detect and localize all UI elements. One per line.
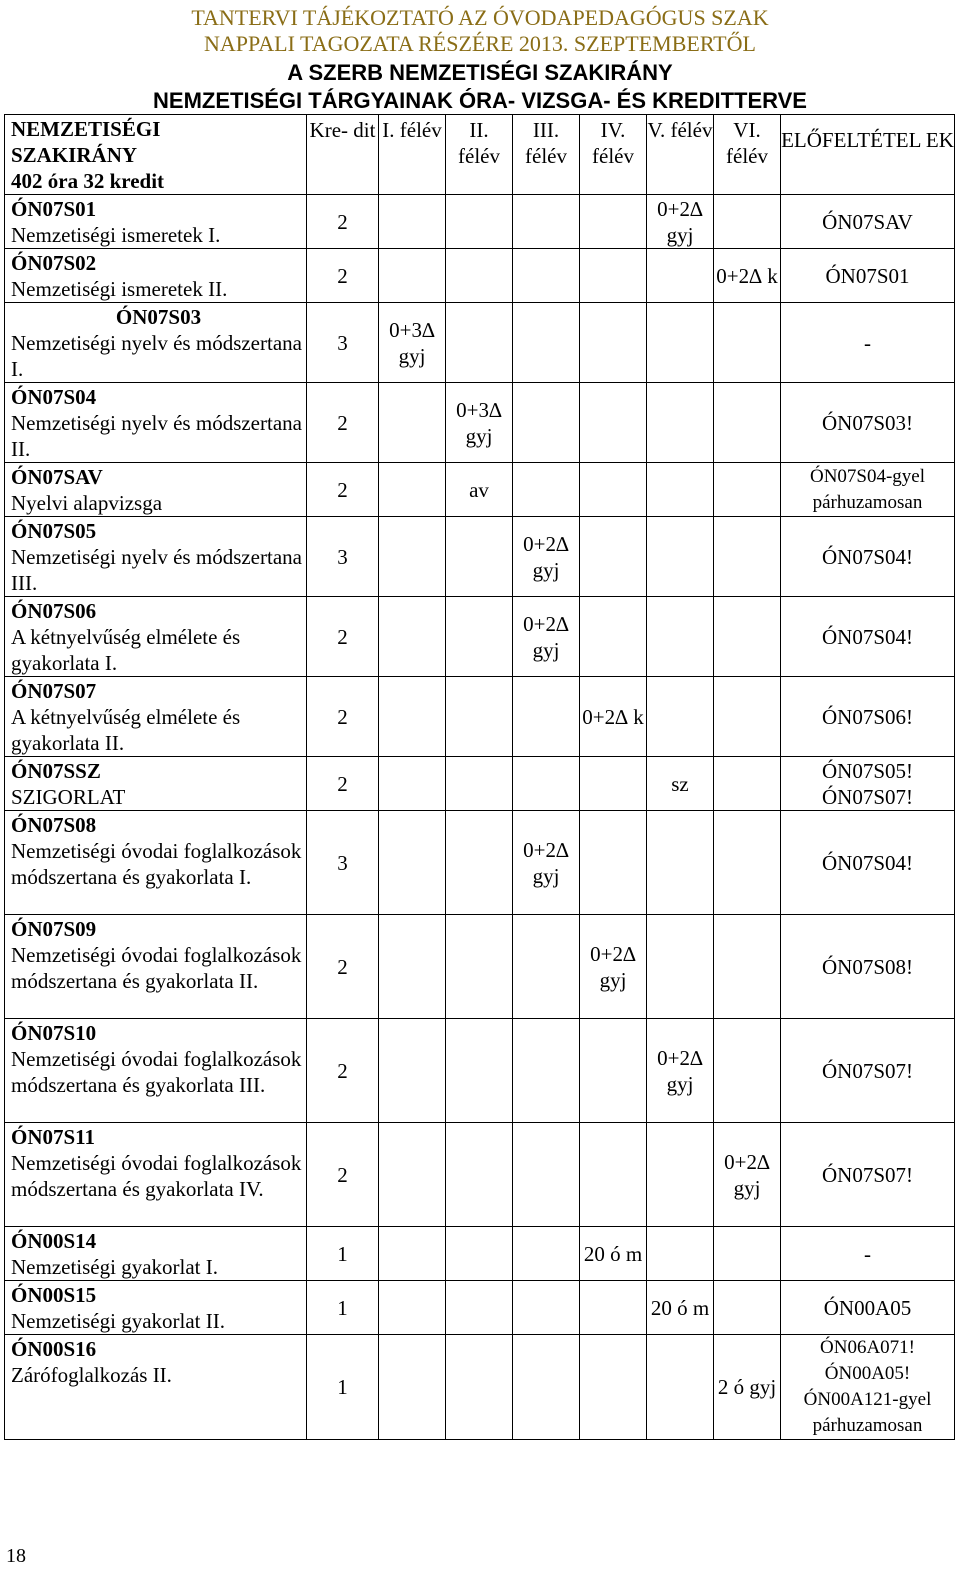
semester-3-cell (513, 1123, 580, 1227)
semester-4-cell (580, 383, 647, 463)
credit-cell: 2 (307, 915, 379, 1019)
course-title: A kétnyelvűség elmélete és gyakorlata I. (11, 625, 241, 675)
semester-1-cell (379, 597, 446, 677)
table-row (5, 1335, 955, 1440)
prerequisite-cell: ÓN07S06! (781, 677, 955, 757)
semester-2-cell (446, 757, 513, 811)
course-cell (5, 1123, 307, 1227)
table-row (5, 677, 955, 757)
header-specialization (5, 115, 307, 195)
course-code: ÓN07S06 (11, 599, 97, 623)
credit-cell: 2 (307, 1123, 379, 1227)
semester-6-cell: 0+2∆ k (714, 249, 781, 303)
course-cell (5, 249, 307, 303)
header-line-3: A SZERB NEMZETISÉGI SZAKIRÁNY (287, 60, 673, 85)
course-cell (5, 757, 307, 811)
semester-4-cell (580, 463, 647, 517)
semester-2-cell (446, 249, 513, 303)
semester-3-cell (513, 383, 580, 463)
course-code: ÓN07S01 (11, 197, 97, 221)
semester-2-cell: av (446, 463, 513, 517)
credit-cell: 2 (307, 597, 379, 677)
course-title: A kétnyelvűség elmélete és gyakorlata II. (11, 705, 241, 755)
semester-3-cell (513, 303, 580, 383)
course-cell (5, 1335, 307, 1440)
semester-6-cell: 0+2∆ gyj (714, 1123, 781, 1227)
prerequisite-cell: ÓN07SAV (781, 195, 955, 249)
semester-1-cell (379, 1335, 446, 1440)
semester-5-cell (647, 1335, 714, 1440)
semester-2-cell (446, 677, 513, 757)
prerequisite-cell: ÓN00A05 (781, 1281, 955, 1335)
semester-5-cell: 0+2∆ gyj (647, 1019, 714, 1123)
prerequisite-cell: - (781, 303, 955, 383)
course-title: Nemzetiségi ismeretek I. (11, 223, 221, 247)
course-code: ÓN07SAV (11, 465, 103, 489)
curriculum-table (4, 114, 955, 1440)
prerequisite-cell: ÓN07S04! (781, 597, 955, 677)
semester-5-cell (647, 811, 714, 915)
course-title: Nemzetiségi óvodai foglalkozások módszertana és gyakorlata III. (11, 1047, 302, 1097)
prerequisite-cell: ÓN07S04-gyel párhuzamosan (781, 463, 955, 517)
table-row (5, 811, 955, 915)
semester-4-cell (580, 195, 647, 249)
semester-6-cell (714, 1227, 781, 1281)
table-row (5, 1019, 955, 1123)
semester-6-cell (714, 517, 781, 597)
semester-5-cell (647, 383, 714, 463)
course-title: Nemzetiségi ismeretek II. (11, 277, 228, 301)
course-code: ÓN07S02 (11, 251, 97, 275)
semester-4-cell: 0+2∆ k (580, 677, 647, 757)
header-semester-3: III. félév (513, 115, 580, 195)
prerequisite-cell: ÓN07S04! (781, 517, 955, 597)
course-cell (5, 463, 307, 517)
semester-4-cell (580, 811, 647, 915)
credit-cell: 1 (307, 1227, 379, 1281)
credit-cell: 3 (307, 811, 379, 915)
course-title: Nemzetiségi gyakorlat I. (11, 1255, 219, 1279)
table-row (5, 463, 955, 517)
semester-5-cell: 20 ó m (647, 1281, 714, 1335)
semester-3-cell: 0+2∆ gyj (513, 517, 580, 597)
semester-5-cell (647, 915, 714, 1019)
table-row (5, 915, 955, 1019)
course-cell (5, 915, 307, 1019)
semester-1-cell: 0+3∆ gyj (379, 303, 446, 383)
prerequisite-cell: - (781, 1227, 955, 1281)
semester-5-cell: 0+2∆ gyj (647, 195, 714, 249)
header-semester-2: II. félév (446, 115, 513, 195)
credit-cell: 2 (307, 1019, 379, 1123)
semester-6-cell (714, 195, 781, 249)
course-cell (5, 1281, 307, 1335)
semester-2-cell (446, 1227, 513, 1281)
header-semester-4: IV. félév (580, 115, 647, 195)
semester-6-cell (714, 1281, 781, 1335)
prerequisite-cell: ÓN07S01 (781, 249, 955, 303)
credit-cell: 2 (307, 249, 379, 303)
semester-2-cell: 0+3∆ gyj (446, 383, 513, 463)
semester-2-cell (446, 1335, 513, 1440)
credit-cell: 2 (307, 383, 379, 463)
semester-6-cell (714, 1019, 781, 1123)
course-cell (5, 597, 307, 677)
credit-cell: 1 (307, 1281, 379, 1335)
semester-1-cell (379, 249, 446, 303)
course-code: ÓN00S14 (11, 1229, 97, 1253)
semester-4-cell (580, 1335, 647, 1440)
semester-3-cell (513, 1281, 580, 1335)
semester-3-cell: 0+2∆ gyj (513, 597, 580, 677)
course-title: Nemzetiségi óvodai foglalkozások módszertana és gyakorlata IV. (11, 1151, 302, 1201)
table-row (5, 303, 955, 383)
semester-2-cell (446, 517, 513, 597)
semester-3-cell (513, 463, 580, 517)
prerequisite-cell: ÓN07S05! ÓN07S07! (781, 757, 955, 811)
course-code: ÓN07S03 (115, 305, 202, 329)
course-title: Nemzetiségi nyelv és módszertana III. (11, 545, 302, 595)
semester-4-cell (580, 303, 647, 383)
header-credit: Kre- dit (307, 115, 379, 195)
course-title: Nyelvi alapvizsga (11, 491, 163, 515)
header-line-2: NAPPALI TAGOZATA RÉSZÉRE 2013. SZEPTEMBERTŐL (204, 31, 756, 56)
course-code: ÓN07SSZ (11, 759, 101, 783)
credit-cell: 3 (307, 303, 379, 383)
course-cell (5, 383, 307, 463)
semester-5-cell (647, 517, 714, 597)
prerequisite-cell: ÓN07S04! (781, 811, 955, 915)
table-row (5, 249, 955, 303)
semester-4-cell (580, 757, 647, 811)
semester-6-cell (714, 915, 781, 1019)
header-line-1: TANTERVI TÁJÉKOZTATÓ AZ ÓVODAPEDAGÓGUS SZAK (191, 5, 769, 30)
semester-1-cell (379, 811, 446, 915)
semester-6-cell: 2 ó gyj (714, 1335, 781, 1440)
header-line-4: NEMZETISÉGI TÁRGYAINAK ÓRA- VIZSGA- ÉS KREDITTERVE (153, 88, 807, 113)
credit-cell: 2 (307, 677, 379, 757)
table-row (5, 383, 955, 463)
prerequisite-cell: ÓN07S08! (781, 915, 955, 1019)
semester-1-cell (379, 915, 446, 1019)
semester-6-cell (714, 303, 781, 383)
semester-2-cell (446, 1019, 513, 1123)
semester-5-cell (647, 249, 714, 303)
semester-3-cell (513, 1019, 580, 1123)
semester-3-cell (513, 757, 580, 811)
semester-1-cell (379, 1123, 446, 1227)
semester-5-cell (647, 1227, 714, 1281)
semester-2-cell (446, 1123, 513, 1227)
semester-4-cell (580, 1123, 647, 1227)
semester-3-cell (513, 195, 580, 249)
semester-4-cell (580, 517, 647, 597)
course-cell (5, 677, 307, 757)
table-row (5, 1281, 955, 1335)
course-title: Nemzetiségi gyakorlat II. (11, 1309, 225, 1333)
course-cell (5, 811, 307, 915)
credit-cell: 2 (307, 195, 379, 249)
semester-6-cell (714, 597, 781, 677)
course-code: ÓN00S15 (11, 1283, 97, 1307)
header-specialization-line-2: SZAKIRÁNY (11, 143, 138, 167)
course-cell (5, 195, 307, 249)
credit-cell: 2 (307, 757, 379, 811)
table-row (5, 1123, 955, 1227)
prerequisite-cell: ÓN07S03! (781, 383, 955, 463)
semester-4-cell: 0+2∆ gyj (580, 915, 647, 1019)
table-header-row (5, 115, 955, 195)
course-cell (5, 1227, 307, 1281)
credit-cell: 1 (307, 1335, 379, 1440)
semester-6-cell (714, 463, 781, 517)
semester-5-cell (647, 597, 714, 677)
table-row (5, 597, 955, 677)
header-semester-5: V. félév (647, 115, 714, 195)
course-code: ÓN07S07 (11, 679, 97, 703)
semester-4-cell (580, 1019, 647, 1123)
course-title: Nemzetiségi óvodai foglalkozások módszertana és gyakorlata I. (11, 839, 302, 889)
course-title: SZIGORLAT (11, 785, 126, 809)
header-specialization-line-3: 402 óra 32 kredit (11, 169, 165, 193)
semester-1-cell (379, 1281, 446, 1335)
header-specialization-line-1: NEMZETISÉGI (11, 117, 161, 141)
semester-3-cell (513, 249, 580, 303)
semester-2-cell (446, 915, 513, 1019)
page-number: 18 (6, 1545, 26, 1567)
course-code: ÓN00S16 (11, 1337, 97, 1361)
semester-5-cell: sz (647, 757, 714, 811)
semester-5-cell (647, 1123, 714, 1227)
semester-2-cell (446, 195, 513, 249)
semester-4-cell (580, 1281, 647, 1335)
course-title: Nemzetiségi nyelv és módszertana I. (11, 331, 302, 381)
semester-1-cell (379, 195, 446, 249)
course-title: Nemzetiségi óvodai foglalkozások módszertana és gyakorlata II. (11, 943, 302, 993)
semester-3-cell (513, 677, 580, 757)
semester-3-cell (513, 915, 580, 1019)
table-row (5, 757, 955, 811)
semester-4-cell: 20 ó m (580, 1227, 647, 1281)
semester-1-cell (379, 463, 446, 517)
semester-3-cell: 0+2∆ gyj (513, 811, 580, 915)
course-code: ÓN07S08 (11, 813, 97, 837)
course-title: Nemzetiségi nyelv és módszertana II. (11, 411, 302, 461)
header-semester-1: I. félév (379, 115, 446, 195)
semester-1-cell (379, 1019, 446, 1123)
semester-2-cell (446, 597, 513, 677)
semester-6-cell (714, 383, 781, 463)
course-code: ÓN07S04 (11, 385, 97, 409)
semester-1-cell (379, 517, 446, 597)
table-row (5, 517, 955, 597)
semester-3-cell (513, 1227, 580, 1281)
course-code: ÓN07S05 (11, 519, 97, 543)
course-cell (5, 1019, 307, 1123)
semester-4-cell (580, 249, 647, 303)
semester-6-cell (714, 811, 781, 915)
semester-2-cell (446, 303, 513, 383)
semester-5-cell (647, 463, 714, 517)
semester-1-cell (379, 1227, 446, 1281)
header-prerequisites: ELŐFELTÉTEL EK (781, 115, 955, 195)
semester-5-cell (647, 303, 714, 383)
course-code: ÓN07S11 (11, 1125, 96, 1149)
semester-5-cell (647, 677, 714, 757)
semester-3-cell (513, 1335, 580, 1440)
semester-6-cell (714, 677, 781, 757)
course-cell (5, 303, 307, 383)
semester-2-cell (446, 1281, 513, 1335)
course-code: ÓN07S10 (11, 1021, 97, 1045)
semester-1-cell (379, 757, 446, 811)
credit-cell: 2 (307, 463, 379, 517)
course-cell (5, 517, 307, 597)
prerequisite-cell: ÓN07S07! (781, 1123, 955, 1227)
table-row (5, 1227, 955, 1281)
prerequisite-cell: ÓN07S07! (781, 1019, 955, 1123)
table-row (5, 195, 955, 249)
header-semester-6: VI. félév (714, 115, 781, 195)
semester-1-cell (379, 383, 446, 463)
credit-cell: 3 (307, 517, 379, 597)
course-code: ÓN07S09 (11, 917, 97, 941)
semester-2-cell (446, 811, 513, 915)
semester-1-cell (379, 677, 446, 757)
prerequisite-cell: ÓN06A071! ÓN00A05! ÓN00A121-gyel párhuzamosan (781, 1335, 955, 1440)
semester-6-cell (714, 757, 781, 811)
semester-4-cell (580, 597, 647, 677)
course-title: Zárófoglalkozás II. (11, 1363, 172, 1387)
